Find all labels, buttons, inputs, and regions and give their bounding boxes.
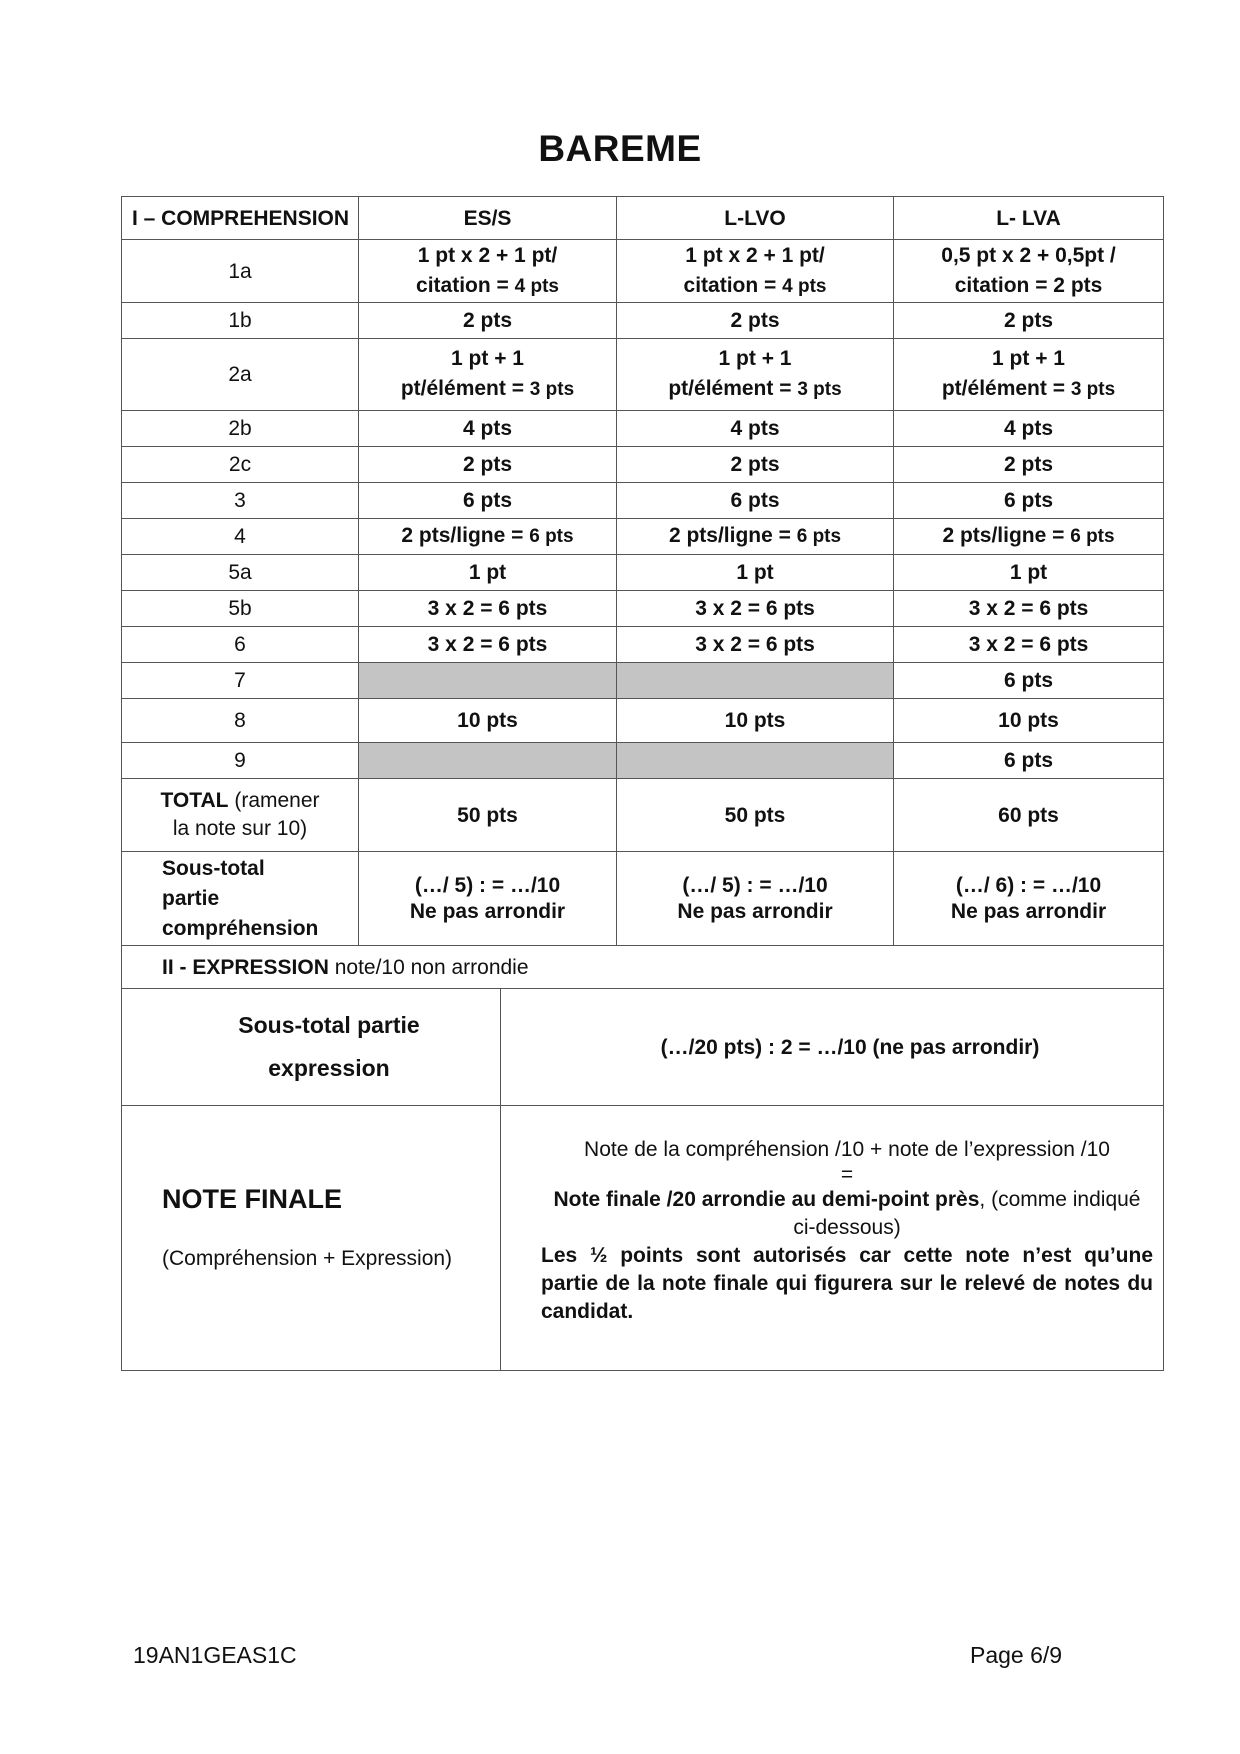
total-row	[122, 779, 1164, 852]
row-label: 2a	[122, 339, 359, 411]
cell-l-lvo-empty	[617, 663, 894, 699]
page-number: Page 6/9	[970, 1642, 1063, 1668]
cell-l-lva: 3 x 2 = 6 pts	[894, 591, 1164, 627]
final-grade-label-cell	[122, 1106, 501, 1371]
cell-l-lva: 6 pts	[894, 483, 1164, 519]
subtotal-expression-value: (…/20 pts) : 2 = …/10 (ne pas arrondir)	[501, 989, 1164, 1106]
cell-l-lvo: 1 pt + 1 pt/élément = 3 pts	[617, 339, 894, 411]
cell-l-lvo: 3 x 2 = 6 pts	[617, 627, 894, 663]
cell-l-lvo: 10 pts	[617, 699, 894, 743]
cell-l-lva: 1 pt + 1 pt/élément = 3 pts	[894, 339, 1164, 411]
cell-l-lva: 2 pts	[894, 447, 1164, 483]
subtotal-es-s: (…/ 5) : = …/10 Ne pas arrondir	[359, 852, 617, 946]
document-code: 19AN1GEAS1C	[133, 1642, 297, 1668]
cell-es-s-empty	[359, 743, 617, 779]
cell-l-lva: 2 pts	[894, 303, 1164, 339]
cell-es-s: 3 x 2 = 6 pts	[359, 591, 617, 627]
subtotal-comprehension-label: Sous-total partie compréhension	[122, 852, 359, 946]
total-l-lvo: 50 pts	[617, 779, 894, 852]
subtotal-expression-label: Sous-total partie expression	[122, 989, 501, 1106]
total-es-s: 50 pts	[359, 779, 617, 852]
cell-l-lva: 10 pts	[894, 699, 1164, 743]
table-row	[122, 411, 1164, 447]
cell-l-lva: 2 pts/ligne = 6 pts	[894, 519, 1164, 555]
cell-es-s-empty	[359, 663, 617, 699]
cell-es-s: 2 pts	[359, 303, 617, 339]
cell-es-s: 2 pts	[359, 447, 617, 483]
cell-es-s: 3 x 2 = 6 pts	[359, 627, 617, 663]
row-label: 1a	[122, 240, 359, 303]
bareme-table	[121, 196, 1164, 1371]
cell-l-lva: 6 pts	[894, 663, 1164, 699]
col-header-l-lvo: L-LVO	[617, 197, 894, 240]
row-label: 6	[122, 627, 359, 663]
subtotal-expression-row	[122, 989, 1164, 1106]
row-label: 9	[122, 743, 359, 779]
final-grade-subtitle: (Compréhension + Expression)	[162, 1247, 453, 1270]
table-row	[122, 555, 1164, 591]
subtotal-l-lva: (…/ 6) : = …/10 Ne pas arrondir	[894, 852, 1164, 946]
cell-l-lva: 3 x 2 = 6 pts	[894, 627, 1164, 663]
table-row	[122, 591, 1164, 627]
cell-l-lvo: 1 pt	[617, 555, 894, 591]
row-label: 1b	[122, 303, 359, 339]
cell-l-lvo: 4 pts	[617, 411, 894, 447]
subtotal-comprehension-row	[122, 852, 1164, 946]
cell-l-lva: 0,5 pt x 2 + 0,5pt / citation = 2 pts	[894, 240, 1164, 303]
row-label: 2c	[122, 447, 359, 483]
col-header-es-s: ES/S	[359, 197, 617, 240]
table-row	[122, 447, 1164, 483]
subtotal-l-lvo: (…/ 5) : = …/10 Ne pas arrondir	[617, 852, 894, 946]
cell-es-s: 6 pts	[359, 483, 617, 519]
cell-l-lvo: 6 pts	[617, 483, 894, 519]
table-row	[122, 339, 1164, 411]
cell-l-lvo: 2 pts/ligne = 6 pts	[617, 519, 894, 555]
final-grade-formula: Note de la compréhension /10 + note de l’expression /10	[584, 1138, 1110, 1161]
cell-es-s: 1 pt	[359, 555, 617, 591]
table-row	[122, 240, 1164, 303]
cell-l-lvo: 2 pts	[617, 303, 894, 339]
final-grade-title: NOTE FINALE	[162, 1184, 342, 1214]
table-row	[122, 663, 1164, 699]
final-grade-details	[501, 1106, 1164, 1371]
cell-es-s: 4 pts	[359, 411, 617, 447]
row-label: 4	[122, 519, 359, 555]
cell-es-s: 1 pt + 1 pt/élément = 3 pts	[359, 339, 617, 411]
row-label: 3	[122, 483, 359, 519]
row-label: 2b	[122, 411, 359, 447]
row-label: 8	[122, 699, 359, 743]
cell-es-s: 1 pt x 2 + 1 pt/ citation = 4 pts	[359, 240, 617, 303]
table-header-row	[122, 197, 1164, 240]
cell-l-lva: 4 pts	[894, 411, 1164, 447]
table-row	[122, 483, 1164, 519]
cell-es-s: 2 pts/ligne = 6 pts	[359, 519, 617, 555]
table-row	[122, 699, 1164, 743]
row-label: 5b	[122, 591, 359, 627]
expression-header-row	[122, 946, 1164, 989]
total-l-lva: 60 pts	[894, 779, 1164, 852]
section-comprehension-header: I – COMPREHENSION	[122, 197, 359, 240]
total-label: TOTAL (ramener la note sur 10)	[122, 779, 359, 852]
table-row	[122, 519, 1164, 555]
cell-l-lvo: 2 pts	[617, 447, 894, 483]
col-header-l-lva: L- LVA	[894, 197, 1164, 240]
cell-l-lva: 1 pt	[894, 555, 1164, 591]
final-grade-row	[122, 1106, 1164, 1371]
cell-l-lvo: 3 x 2 = 6 pts	[617, 591, 894, 627]
page-title: BAREME	[538, 128, 702, 169]
table-row	[122, 743, 1164, 779]
table-row	[122, 627, 1164, 663]
final-grade-rounding: Note finale /20 arrondie au demi-point près, (comme indiqué ci-dessous)	[553, 1188, 1141, 1239]
final-grade-equals: =	[840, 1163, 854, 1186]
table-row	[122, 303, 1164, 339]
row-label: 7	[122, 663, 359, 699]
row-label: 5a	[122, 555, 359, 591]
final-grade-note: Les ½ points sont autorisés car cette note n’est qu’une partie de la note finale qui figurera sur le relevé de notes du candidat.	[541, 1244, 1154, 1323]
expression-header: II - EXPRESSION note/10 non arrondie	[122, 946, 1164, 989]
cell-l-lvo-empty	[617, 743, 894, 779]
cell-l-lvo: 1 pt x 2 + 1 pt/ citation = 4 pts	[617, 240, 894, 303]
cell-l-lva: 6 pts	[894, 743, 1164, 779]
cell-es-s: 10 pts	[359, 699, 617, 743]
